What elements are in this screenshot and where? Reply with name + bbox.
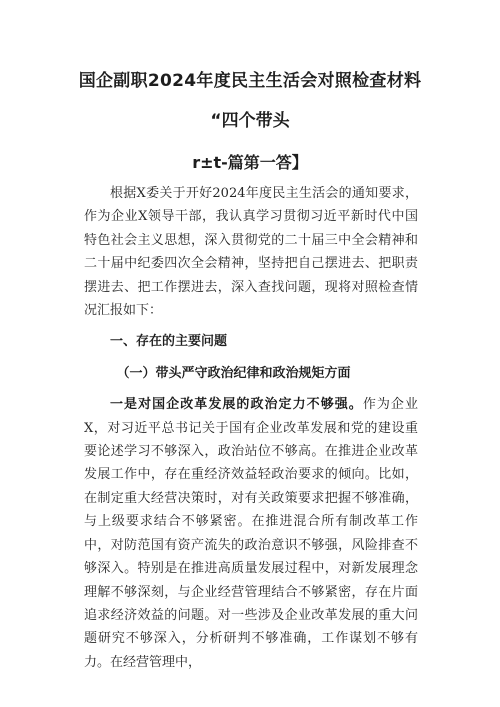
document-subtitle: “四个带头 — [210, 111, 290, 131]
subsection-heading: （一）带头严守政治纪律和政治规矩方面 — [116, 365, 351, 381]
spacer — [84, 354, 418, 362]
document-part-label: r±t-篇第一答】 — [192, 153, 308, 172]
point-lead: 一是对国企改革发展的政治定力不够强。 — [110, 397, 363, 413]
document-title: 国企副职2024年度民主生活会对照检查材料 — [78, 71, 422, 91]
intro-paragraph: 根据X委关于开好2024年度民主生活会的通知要求，作为企业X领导干部，我认真学习贯彻习近平新时代中国特色社会主义思想，深入贯彻党的二十届三中全会精神和二十届中纪委四次全会精神，坚持把自己摆进去、把职责摆进去、把工作摆进去，深入查找问题，现将对照检查情况汇报如下： — [84, 186, 418, 319]
spacer — [84, 385, 418, 393]
section-heading: 一、存在的主要问题 — [110, 334, 228, 350]
point-body: 作为企业X，对习近平总书记关于国有企业改革发展和党的建设重要论述学习不够深入，政治站位不够高。在推进企业改革发展工作中，存在重经济效益轻政治要求的倾向。比如，在制定重大经营决策时，对有关政策要求把握不够准确，与上级要求结合不够紧密。在推进混合所有制改革工作中，对防范国有资产流失的政治意识不够强，风险排查不够深入。特别是在推进高质量发展过程中，对新发展理念理解不够深刻，与企业经营管理结合不够紧密，存在片面追求经济效益的问题。对一些涉及企业改革发展的重大问题研究不够深入，分析研判不够准确，工作谋划不够有力。在经营管理中， — [84, 397, 418, 670]
point-paragraph — [84, 393, 418, 674]
spacer — [84, 322, 418, 330]
document-body — [84, 182, 418, 674]
